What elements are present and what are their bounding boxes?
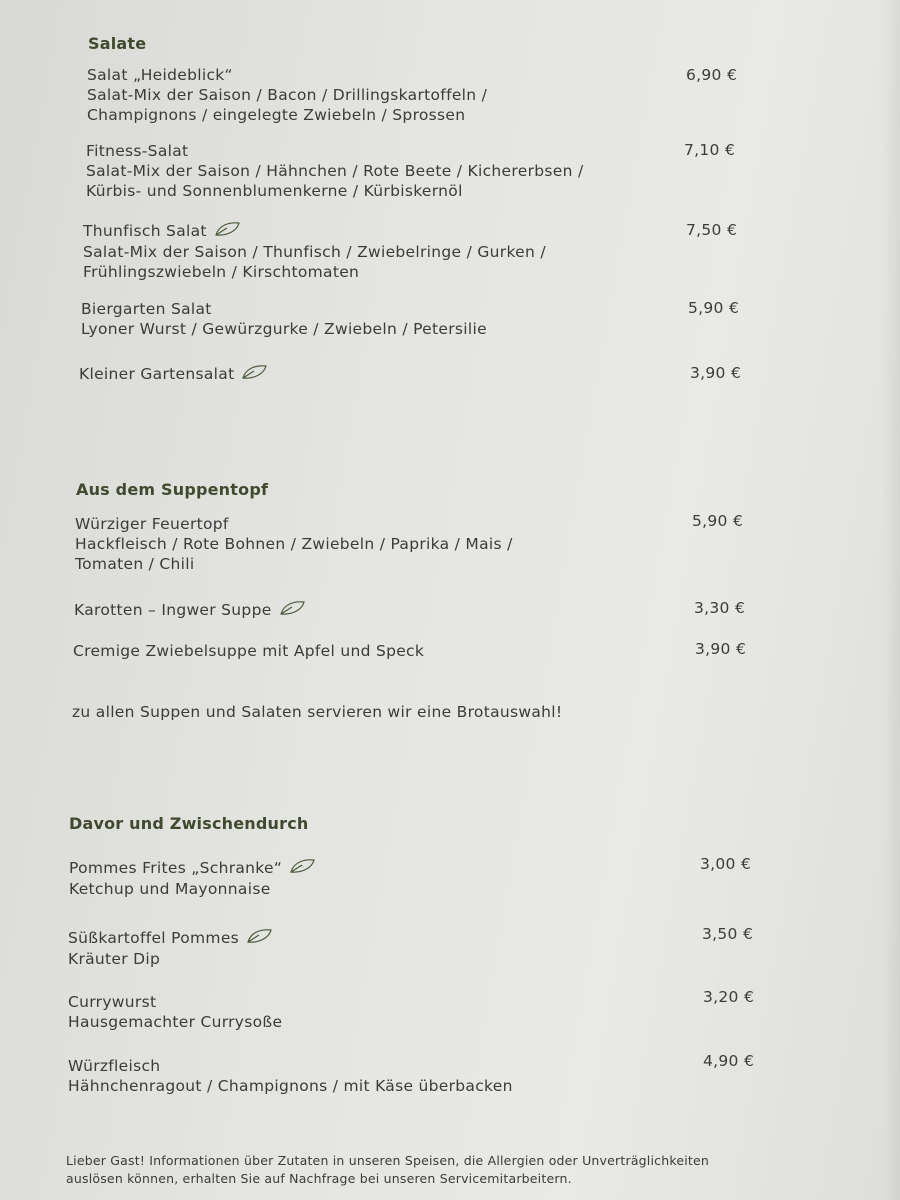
item-price: 3,90 €	[690, 364, 742, 382]
section-title-suppentopf: Aus dem Suppentopf	[76, 480, 269, 499]
item-price: 3,30 €	[694, 599, 746, 617]
item-name: Würziger Feuertopf	[75, 515, 229, 533]
bread-note: zu allen Suppen und Salaten servieren wir eine Brotauswahl!	[72, 703, 563, 721]
allergy-notice-line: Lieber Gast! Informationen über Zutaten in unseren Speisen, die Allergien oder Unverträglichkeiten	[66, 1153, 710, 1168]
item-desc: Lyoner Wurst / Gewürzgurke / Zwiebeln / Petersilie	[81, 320, 487, 338]
item-price: 7,50 €	[686, 221, 738, 239]
item-name: Karotten – Ingwer Suppe	[74, 601, 272, 619]
item-price: 5,90 €	[692, 512, 744, 530]
item-desc: Kräuter Dip	[68, 950, 161, 968]
item-name: Kleiner Gartensalat	[79, 365, 235, 383]
allergy-notice	[66, 1152, 709, 1188]
allergy-notice-line: auslösen können, erhalten Sie auf Nachfrage bei unseren Servicemitarbeitern.	[66, 1171, 572, 1186]
menu-item	[79, 364, 268, 385]
menu-item	[87, 65, 487, 125]
menu-item	[83, 221, 546, 282]
item-desc: Salat-Mix der Saison / Thunfisch / Zwiebelringe / Gurken /	[83, 243, 546, 261]
item-desc: Salat-Mix der Saison / Hähnchen / Rote Beete / Kichererbsen /	[86, 162, 584, 180]
item-name: Fitness-Salat	[86, 142, 189, 160]
item-price: 3,90 €	[695, 640, 747, 658]
leaf-icon	[288, 858, 316, 879]
menu-item	[73, 641, 424, 661]
item-name: Biergarten Salat	[81, 300, 212, 318]
item-name: Pommes Frites „Schranke“	[69, 859, 283, 877]
item-name: Würzfleisch	[68, 1057, 161, 1075]
item-price: 3,00 €	[700, 855, 752, 873]
item-desc: Tomaten / Chili	[75, 555, 195, 573]
menu-item	[74, 600, 306, 621]
item-name: Süßkartoffel Pommes	[68, 929, 240, 947]
item-price: 6,90 €	[686, 66, 738, 84]
item-name: Salat „Heideblick“	[87, 66, 233, 84]
menu-item	[69, 858, 316, 899]
item-price: 5,90 €	[688, 299, 740, 317]
item-price: 3,50 €	[702, 925, 754, 943]
item-name: Currywurst	[68, 993, 157, 1011]
page-edge-shadow	[882, 0, 900, 1200]
item-desc: Salat-Mix der Saison / Bacon / Drillingskartoffeln /	[87, 86, 488, 104]
item-desc: Ketchup und Mayonnaise	[69, 880, 271, 898]
item-name: Cremige Zwiebelsuppe mit Apfel und Speck	[73, 642, 425, 660]
menu-item	[81, 299, 487, 339]
menu-item	[68, 1056, 513, 1096]
item-name: Thunfisch Salat	[83, 222, 207, 240]
item-desc: Kürbis- und Sonnenblumenkerne / Kürbiskernöl	[86, 182, 463, 200]
leaf-icon	[240, 364, 268, 385]
item-price: 3,20 €	[703, 988, 755, 1006]
item-desc: Frühlingszwiebeln / Kirschtomaten	[83, 263, 360, 281]
item-desc: Champignons / eingelegte Zwiebeln / Sprossen	[87, 106, 466, 124]
leaf-icon	[278, 600, 306, 621]
section-title-salate: Salate	[88, 34, 147, 53]
item-price: 4,90 €	[703, 1052, 755, 1070]
item-desc: Hausgemachter Currysoße	[68, 1013, 283, 1031]
leaf-icon	[245, 928, 273, 949]
menu-item	[68, 928, 273, 969]
item-desc: Hackfleisch / Rote Bohnen / Zwiebeln / Paprika / Mais /	[75, 535, 513, 553]
item-desc: Hähnchenragout / Champignons / mit Käse überbacken	[68, 1077, 513, 1095]
menu-item	[75, 514, 513, 574]
leaf-icon	[213, 221, 241, 242]
section-title-zwischendurch: Davor und Zwischendurch	[69, 814, 309, 833]
menu-item	[86, 141, 583, 201]
item-price: 7,10 €	[684, 141, 736, 159]
menu-item	[68, 992, 282, 1032]
